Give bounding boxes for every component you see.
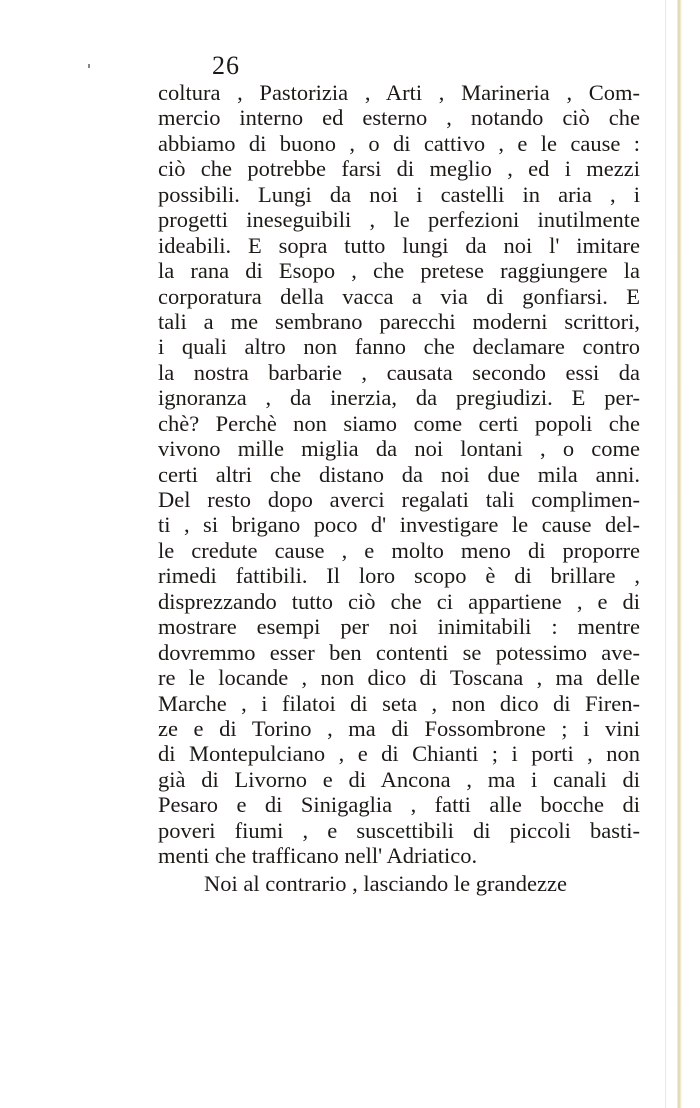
text-line: dovremmo esser ben contenti se potessimo ave- [158,639,640,665]
text-line: rimedi fattibili. Il loro scopo è di brillare , [158,563,640,589]
text-line: la nostra barbarie , causata secondo essi da [158,359,640,385]
text-line: le credute cause , e molto meno di proporre [158,537,640,563]
text-line: tali a me sembrano parecchi moderni scrittori, [158,308,640,334]
text-line: poveri fiumi , e suscettibili di piccoli basti- [158,817,640,843]
text-line: re le locande , non dico di Toscana , ma delle [158,665,640,691]
text-line: ignoranza , da inerzia, da pregiudizi. E per- [158,385,640,411]
text-line: Del resto dopo averci regalati tali complimen- [158,487,640,512]
text-line: la rana di Esopo , che pretese raggiungere la [158,258,640,284]
page-edge-shadow [677,0,682,1108]
text-line: possibili. Lungi da noi i castelli in aria , i [158,181,640,207]
text-line: coltura , Pastorizia , Arti , Marineria , Com- [158,80,640,105]
text-line: certi altri che distano da noi due mila anni. [158,461,640,487]
text-line: già di Livorno e di Ancona , ma i canali di [158,766,640,792]
text-line: disprezzando tutto ciò che ci appartiene , e di [158,588,640,614]
text-line: abbiamo di buono , o di cattivo , e le cause : [158,130,640,156]
text-line: vivono mille miglia da noi lontani , o come [158,436,640,462]
text-line: ciò che potrebbe farsi di meglio , ed i mezzi [158,156,640,182]
text-line: progetti ineseguibili , le perfezioni inutilmente [158,207,640,233]
body-text [158,80,640,896]
page-edge-line [665,0,666,1108]
text-line: ze e di Torino , ma di Fossombrone ; i vini [158,715,640,741]
text-line: chè? Perchè non siamo come certi popoli che [158,410,640,436]
text-line: ideabili. E sopra tutto lungi da noi l' imitare [158,232,640,258]
text-line: di Montepulciano , e di Chianti ; i porti , non [158,741,640,767]
text-line: corporatura della vacca a via di gonfiarsi. E [158,283,640,309]
text-line-paragraph-start: Noi al contrario , lasciando le grandezze [204,870,567,896]
text-line: Pesaro e di Sinigaglia , fatti alle bocche di [158,792,640,818]
page-number: 26 [212,51,240,80]
text-line: i quali altro non fanno che declamare contro [158,334,640,360]
text-line: mostrare esempi per noi inimitabili : mentre [158,614,640,640]
scan-speck [88,64,90,68]
text-line-paragraph-end: menti che trafficano nell' Adriatico. [158,843,478,869]
text-line: mercio interno ed esterno , notando ciò che [158,105,640,131]
text-line: ti , si brigano poco d' investigare le cause del- [158,512,640,538]
text-line: Marche , i filatoi di seta , non dico di Firen- [158,690,640,716]
